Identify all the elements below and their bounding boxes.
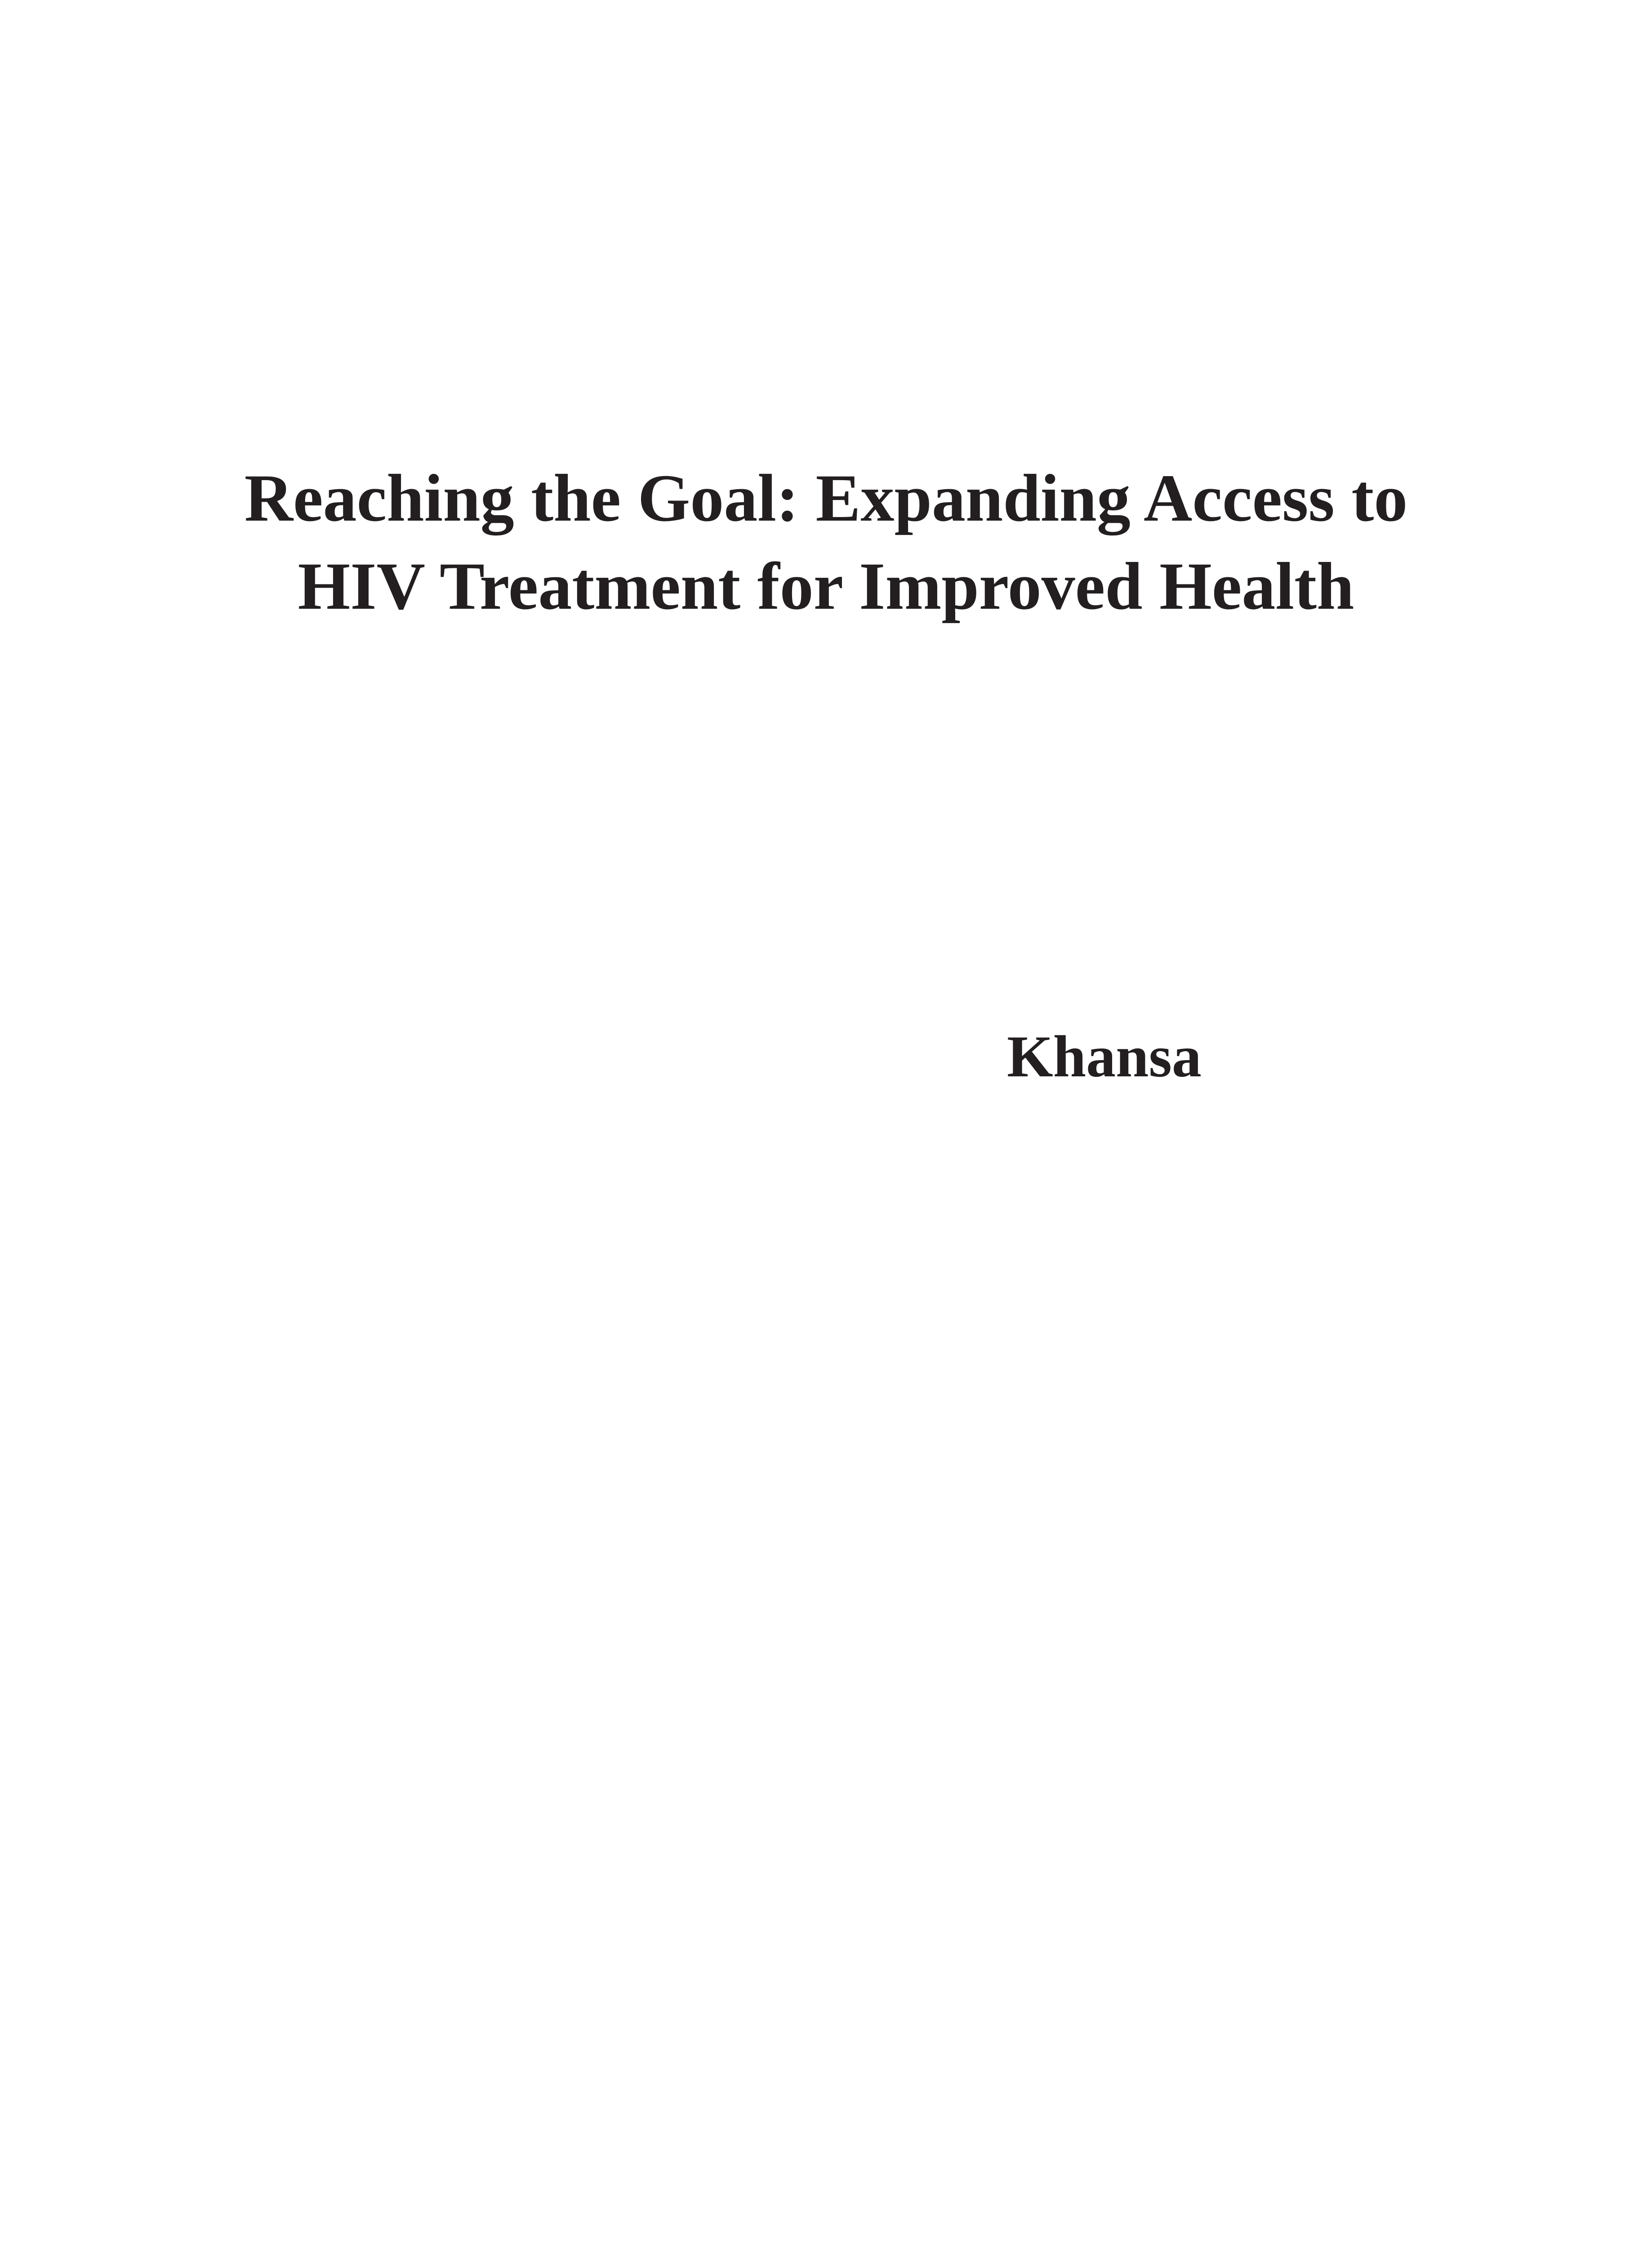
author-name: Khansa — [1007, 1023, 1202, 1089]
book-title — [0, 454, 1652, 630]
book-title-line-2: HIV Treatment for Improved Health — [298, 549, 1354, 624]
book-title-line-1: Reaching the Goal: Expanding Access to — [244, 461, 1408, 535]
